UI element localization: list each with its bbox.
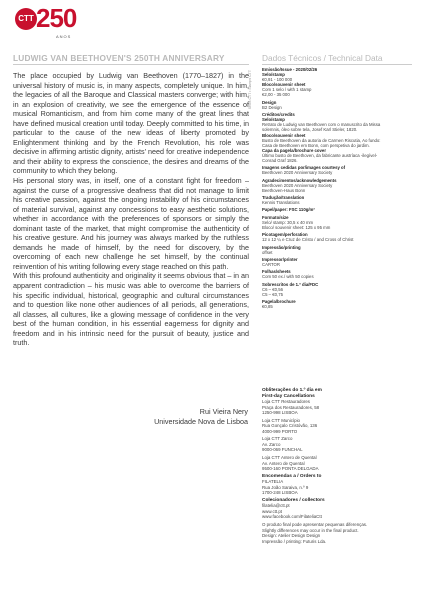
cancellation-line: www.facebook.com/FilateliaCtt — [262, 514, 322, 520]
spec-line: Selo/ stamp: 30,5 x 40 mm — [262, 219, 314, 225]
cancellation-line: Encomendas a / Orders to — [262, 473, 322, 479]
spec-line: Casa de Beethoven em Bonn, com perspetiva do jardim. — [262, 142, 370, 148]
spec-line: Tradução/translation — [262, 195, 305, 201]
side-title-divider — [262, 64, 412, 65]
cancellation-line: Loja CTT Antero de Quental — [262, 455, 317, 461]
cancellation-line: Av. Antero de Quental — [262, 460, 305, 466]
vertical-note-text: Selos CTT • Stamps CTT — [248, 70, 252, 110]
spec-line: Créditos/credits — [262, 112, 295, 118]
cancellation-line: Slightly differences may occur in the final product. — [262, 527, 359, 533]
cancellation-line: Rua João Saraiva, n.º 9 — [262, 484, 309, 490]
spec-line: C5 – €0,75 — [262, 291, 284, 297]
cancellation-line: Impressão / printing: Futuris Lda. — [262, 538, 327, 544]
cancellation-line: 9000-069 FUNCHAL — [262, 447, 303, 453]
page-title: LUDWIG VAN BEETHOVEN'S 250TH ANNIVERSARY — [13, 53, 225, 63]
spec-line: Pagela/brochure — [262, 299, 296, 305]
paragraph-1: The place occupied by Ludwig van Beethoven (1770–1827) in the universal history of music is, in many aspects, completely unique. In him, the legacies of all the Baroque and Classical masters converge; with him, in an explosion of creativity, we see the emergence of the essence of musical Romanticism, and from him come many of the great lines that have defined musical creation until today. Deeply committed to his time, in particular to the cause of the new ideas of liberty promoted by Enlightenment thinking and by the French Revolution, his role was decisive in affirming artistic dignity, artists' need for creative independence and their ability to express the conscience, the desires and dreams of the community to which they belong. — [13, 71, 249, 176]
spec-line: Picotagem/perforation — [262, 232, 308, 238]
logo-subtitle: ANOS — [56, 34, 72, 39]
spec-line: Emissão/Issue - 2020/02/26 — [262, 67, 318, 72]
author-affiliation: Universidade Nova de Lisboa — [154, 416, 248, 426]
cancellation-line: First-day Cancellations — [262, 393, 315, 399]
logo-number: 250 — [36, 3, 77, 33]
spec-line: offset — [262, 249, 273, 255]
cancellation-line: 1700-248 LISBOA — [262, 490, 298, 496]
author-signature — [154, 407, 248, 426]
spec-line: Design — [262, 99, 277, 105]
spec-line: 12 x 12 ¼ e Cruz de Cristo / and Cross of Christ — [262, 237, 354, 243]
cancellation-line: filatelia@ctt.pt — [262, 503, 290, 509]
cancellation-line: Praça dos Restauradores, 58 — [262, 404, 320, 410]
spec-line: Retrato de Ludwig van Beethoven com o manuscrito da Missa — [262, 122, 381, 128]
paragraph-3: With this profound authenticity and originality it seems obvious that – in an apparent contradiction – his music was able to overcome the barriers of his specific individual, historical, geographic and cultural circumstances and to question like none other audiences of all periods, all generations, all classes, all cultures, like a glowing message of confidence in the very best of the human condition, in his essential eagerness for dignity and freedom and in his intrinsic need for the pursuit of beauty, justice and truth. — [13, 271, 249, 348]
cancellation-line: Rua Gonçalo Cristóvão, 136 — [262, 423, 318, 429]
spec-line: €0,85 — [262, 304, 273, 310]
spec-line: Folhas/sheets — [262, 269, 291, 275]
cancellation-line: Loja CTT Zarco — [262, 436, 293, 442]
spec-line: Bloco/souvenir sheet — [262, 82, 306, 88]
cancellation-line: www.ctt.pt — [262, 508, 283, 514]
cancellation-line: FILATELIA — [262, 479, 284, 485]
author-name: Rui Vieira Nery — [199, 407, 248, 416]
spec-line: Impressor/printer — [262, 256, 298, 262]
article-body — [13, 71, 249, 348]
technical-data-list — [262, 67, 417, 309]
technical-data-title: Dados Técnicos / Technical Data — [262, 53, 383, 63]
spec-line: Conrad Graf 1826. — [262, 157, 298, 163]
title-divider — [13, 64, 249, 65]
spec-line: B2 Design — [262, 104, 282, 110]
spec-line: Formato/size — [262, 214, 289, 220]
spec-line: Selo/stamp — [262, 117, 285, 123]
cancellation-line: Av. Zarco — [262, 441, 281, 447]
spec-line: Beethoven 2020 Anniversary Society — [262, 170, 333, 176]
spec-line: Bloco/ souvenir sheet: 125 x 95 mm — [262, 224, 331, 230]
spec-line: C6 – €0,56 — [262, 286, 284, 292]
paragraph-2: His personal story was, in itself, one of a constant fight for freedom – against the curse of a progressive deafness that did not manage to limit his creative passion, against the ongoing instability of his circumstances of material survival, against any concessions to easy aesthetic solutions, whether in accordance with the preferences of sponsors or simply the dominant taste of the market, that might compromise the authenticity of his creative gesture. And his journey was always marked by the ruthless demands he made of himself, by the need for discovery, by the overcoming of each new challenge he set himself, by the continual reinvention of his writing following every stage reached on this path. — [13, 176, 249, 271]
spec-line: Bloco/souvenir sheet — [262, 132, 306, 138]
cancellation-line: O produto final pode apresentar pequenas diferenças. — [262, 522, 368, 528]
spec-line: Imagens cedidas por/images courtesy of — [262, 165, 346, 171]
spec-line: Beethoven 2020 Anniversary Society — [262, 182, 333, 188]
spec-line: Beethoven-Haus Bonn — [262, 187, 306, 193]
cancellation-line: Obliterações do 1.º dia em — [262, 388, 322, 393]
cancellation-line: Design: Atelier Design Design — [262, 533, 321, 539]
cancellation-line: 9500-160 PONTA DELGADA — [262, 466, 319, 472]
vertical-note — [248, 70, 253, 540]
spec-line: Busto de Beethoven da autoria de Carmen Riscutia, Ao fundo: — [262, 137, 381, 143]
spec-line: Selo/stamp — [262, 72, 285, 78]
spec-line: Capa da pagela/brochure cover — [262, 147, 326, 153]
cancellation-line: Colecionadores / collectors — [262, 497, 325, 503]
spec-line: Último busto de Beethoven, da fabricante austríaca -ilegível- — [262, 152, 378, 158]
spec-line: CARTOR — [262, 262, 280, 268]
ctt-logo-badge: CTT — [15, 8, 37, 30]
spec-line: €2,00 - 35 000 — [262, 92, 290, 98]
spec-line: Sobrescritos de 1.º dia/FDC — [262, 281, 319, 287]
spec-line: Impressão/printing — [262, 244, 301, 250]
spec-line: €0,91 - 100 000 — [262, 77, 293, 83]
cancellation-line: Loja CTT Restauradores — [262, 399, 310, 404]
spec-line: Kennis Translations — [262, 200, 300, 206]
spec-line: Agradecimentos/acknowledgements — [262, 177, 337, 183]
cancellation-line: 1250-998 LISBOA — [262, 410, 298, 415]
cancellation-line: Loja CTT Município — [262, 417, 300, 423]
ctt-250-logo — [12, 3, 82, 42]
spec-line: solemnis, óleo sobre tela, Josef Karl Stieler, 1820. — [262, 127, 358, 133]
spec-line: Com 50 ex./ with 50 copies — [262, 274, 314, 280]
spec-line: Papel/paper: FSC 110g/m² — [262, 207, 315, 213]
first-day-cancellations — [262, 388, 412, 544]
cancellation-line: 4000-999 PORTO — [262, 428, 298, 434]
spec-line: Com 1 selo / with 1 stamp — [262, 87, 312, 93]
